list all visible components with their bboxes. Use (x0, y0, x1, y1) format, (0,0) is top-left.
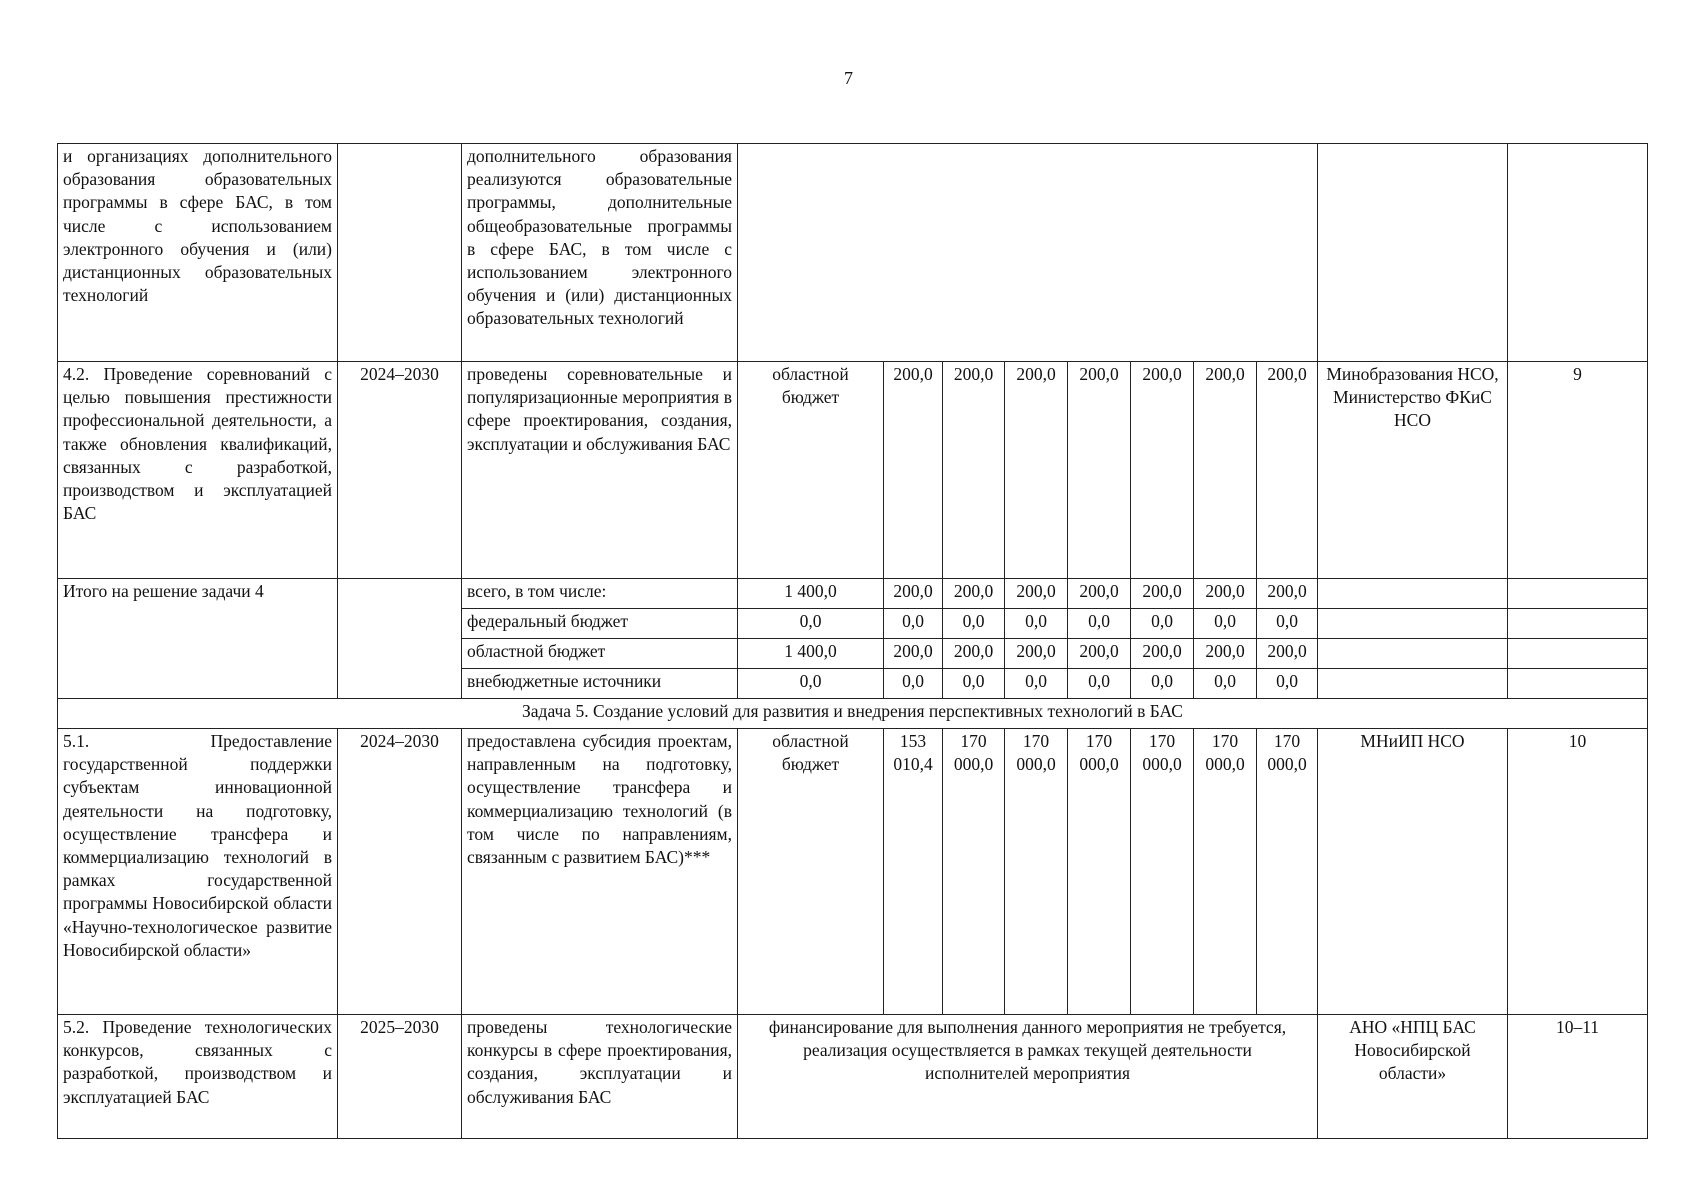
measure-cell: 5.1. Предоставление государственной поддержки субъектам инновационной деятельности на подготовку, осуществление трансфера и коммерциализацию технологий в рамках государственной программы Новосибирской области «Научно-технологическое развитие Новосибирской области» (58, 729, 338, 1015)
value-cell: 0,0 (1131, 609, 1194, 639)
value-cell: 200,0 (1257, 639, 1318, 669)
result-cell: проведены соревновательные и популяризационные мероприятия в сфере проектирования, создания, эксплуатации и обслуживания БАС (462, 362, 738, 579)
financing-cell (738, 144, 1318, 362)
executor-cell (1318, 579, 1508, 609)
period-cell: 2024–2030 (338, 362, 462, 579)
value-cell: 170 000,0 (1005, 729, 1068, 1015)
total-cell: 0,0 (738, 669, 884, 699)
value-cell: 0,0 (1005, 609, 1068, 639)
table-row (58, 729, 1648, 1015)
value-cell: 0,0 (1131, 669, 1194, 699)
source-cell: областной бюджет (738, 729, 884, 1015)
table-row (58, 1015, 1648, 1139)
value-cell: 0,0 (1257, 609, 1318, 639)
value-cell: 170 000,0 (1131, 729, 1194, 1015)
value-cell: 0,0 (884, 669, 943, 699)
value-cell: 200,0 (1005, 639, 1068, 669)
total-cell: 1 400,0 (738, 639, 884, 669)
value-cell: 200,0 (1068, 579, 1131, 609)
value-cell: 0,0 (1194, 669, 1257, 699)
table-row (58, 699, 1648, 729)
value-cell: 0,0 (1005, 669, 1068, 699)
indicator-cell (1508, 609, 1648, 639)
result-cell: предоставлена субсидия проектам, направленным на подготовку, осуществление трансфера и коммерциализацию технологий (в том числе по направлениям, связанным с развитием БАС)*** (462, 729, 738, 1015)
measure-cell: 4.2. Проведение соревнований с целью повышения престижности профессиональной деятельности, а также обновления квалификаций, связанных с разработкой, производством и эксплуатацией БАС (58, 362, 338, 579)
value-cell: 200,0 (943, 579, 1005, 609)
executor-cell (1318, 669, 1508, 699)
value-cell: 200,0 (884, 579, 943, 609)
table-row (58, 144, 1648, 362)
program-measures-table (57, 143, 1648, 1139)
indicator-cell (1508, 639, 1648, 669)
value-cell: 200,0 (1131, 579, 1194, 609)
value-cell: 0,0 (1257, 669, 1318, 699)
value-cell: 0,0 (1068, 609, 1131, 639)
value-cell: 0,0 (884, 609, 943, 639)
executor-cell: МНиИП НСО (1318, 729, 1508, 1015)
indicator-cell (1508, 669, 1648, 699)
value-cell: 0,0 (943, 609, 1005, 639)
task-heading: Задача 5. Создание условий для развития и внедрения перспективных технологий в БАС (58, 699, 1648, 729)
result-cell: проведены технологические конкурсы в сфере проектирования, создания, эксплуатации и обслуживания БАС (462, 1015, 738, 1139)
value-cell: 170 000,0 (1257, 729, 1318, 1015)
value-cell: 200,0 (1194, 579, 1257, 609)
source-name-cell: областной бюджет (462, 639, 738, 669)
indicator-cell: 10–11 (1508, 1015, 1648, 1139)
measure-cell: и организациях дополнительного образования образовательных программы в сфере БАС, в том числе с использованием электронного обучения и (или) дистанционных образовательных технологий (58, 144, 338, 362)
table-row (58, 579, 1648, 609)
period-cell (338, 144, 462, 362)
value-cell: 200,0 (884, 639, 943, 669)
source-name-cell: всего, в том числе: (462, 579, 738, 609)
period-cell (338, 579, 462, 699)
measure-cell: 5.2. Проведение технологических конкурсов, связанных с разработкой, производством и эксплуатацией БАС (58, 1015, 338, 1139)
executor-cell: Минобразования НСО, Министерство ФКиС НСО (1318, 362, 1508, 579)
value-cell: 200,0 (943, 362, 1005, 579)
executor-cell (1318, 144, 1508, 362)
value-cell: 200,0 (1005, 579, 1068, 609)
value-cell: 0,0 (943, 669, 1005, 699)
total-label-cell: Итого на решение задачи 4 (58, 579, 338, 699)
indicator-cell: 10 (1508, 729, 1648, 1015)
value-cell: 170 000,0 (1068, 729, 1131, 1015)
financing-note-cell: финансирование для выполнения данного мероприятия не требуется, реализация осуществляется в рамках текущей деятельности исполнителей мероприятия (738, 1015, 1318, 1139)
source-name-cell: внебюджетные источники (462, 669, 738, 699)
value-cell: 200,0 (1068, 639, 1131, 669)
value-cell: 200,0 (1194, 639, 1257, 669)
table-row (58, 362, 1648, 579)
value-cell: 153 010,4 (884, 729, 943, 1015)
value-cell: 200,0 (1131, 362, 1194, 579)
executor-cell: АНО «НПЦ БАС Новосибирской области» (1318, 1015, 1508, 1139)
value-cell: 0,0 (1194, 609, 1257, 639)
value-cell: 200,0 (1005, 362, 1068, 579)
value-cell: 200,0 (1257, 579, 1318, 609)
total-cell: 0,0 (738, 609, 884, 639)
value-cell: 200,0 (943, 639, 1005, 669)
value-cell: 200,0 (884, 362, 943, 579)
source-name-cell: федеральный бюджет (462, 609, 738, 639)
result-cell: дополнительного образования реализуются образовательные программы, дополнительные общеобразовательные программы в сфере БАС, в том числе с использованием электронного обучения и (или) дистанционных образовательных технологий (462, 144, 738, 362)
indicator-cell (1508, 579, 1648, 609)
period-cell: 2025–2030 (338, 1015, 462, 1139)
indicator-cell (1508, 144, 1648, 362)
page-number: 7 (844, 68, 853, 88)
total-cell: 1 400,0 (738, 579, 884, 609)
period-cell: 2024–2030 (338, 729, 462, 1015)
value-cell: 200,0 (1257, 362, 1318, 579)
executor-cell (1318, 609, 1508, 639)
indicator-cell: 9 (1508, 362, 1648, 579)
value-cell: 200,0 (1131, 639, 1194, 669)
value-cell: 170 000,0 (943, 729, 1005, 1015)
value-cell: 200,0 (1068, 362, 1131, 579)
source-cell: областной бюджет (738, 362, 884, 579)
value-cell: 200,0 (1194, 362, 1257, 579)
executor-cell (1318, 639, 1508, 669)
value-cell: 0,0 (1068, 669, 1131, 699)
value-cell: 170 000,0 (1194, 729, 1257, 1015)
